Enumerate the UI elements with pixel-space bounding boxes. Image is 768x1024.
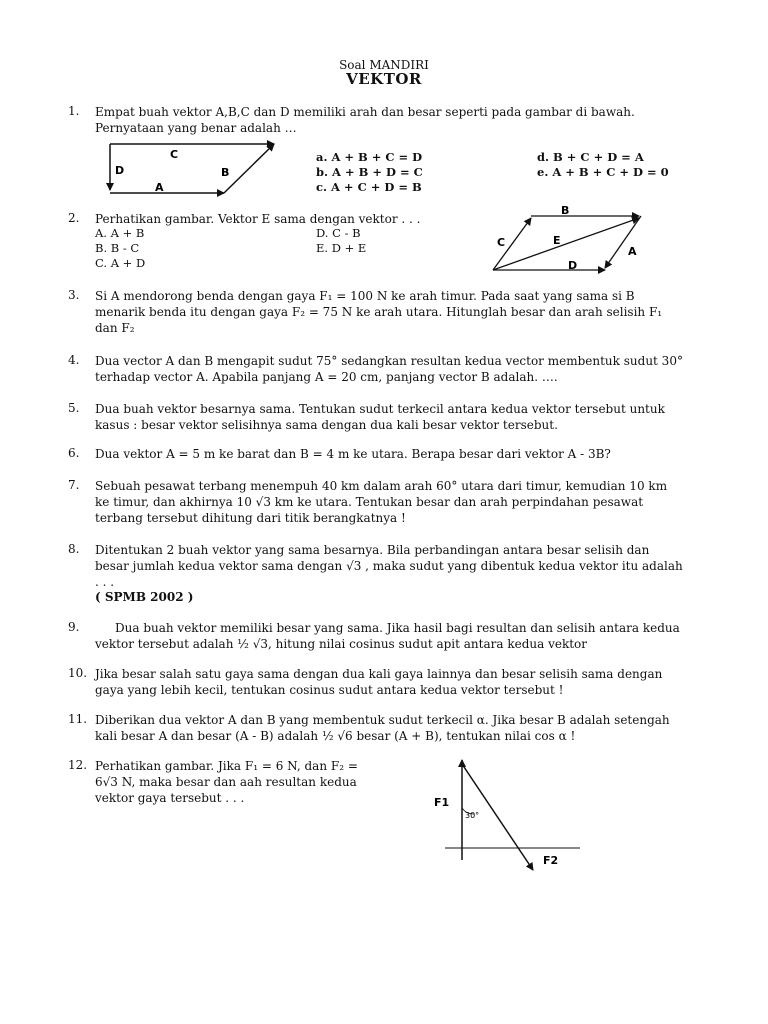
fig1-label-d: D — [115, 164, 125, 177]
question-text: Jika besar salah satu gaya sama dengan dua kali gaya lainnya dan besar selisih sama dengan gaya yang lebih kecil, tentukan cosinus sudut antara kedua vektor tersebut ! — [95, 667, 663, 697]
question-text: Si A mendorong benda dengan gaya F₁ = 100 N ke arah timur. Pada saat yang sama si B menarik benda itu dengan gaya F₂ = 75 N ke arah utara. Hitunglah besar dan arah selisih F₁ dan F₂ — [95, 289, 663, 335]
question-text: Perhatikan gambar. Jika F₁ = 6 N, dan F₂ = 6√3 N, maka besar dan aah resultan kedua vektor gaya tersebut . . . — [95, 759, 358, 805]
fig2-label-c: C — [497, 236, 506, 249]
question-number: 11. — [68, 712, 88, 726]
question-text: Ditentukan 2 buah vektor yang sama besarnya. Bila perbandingan antara besar selisih dan besar jumlah kedua vektor sama dengan √3 , maka sudut yang dibentuk kedua vektor itu adalah . . . — [95, 543, 683, 589]
q1-option-a: a. A + B + C = D — [316, 150, 423, 164]
question-number: 2. — [68, 211, 80, 225]
fig1-label-b: B — [221, 166, 230, 179]
question-number: 5. — [68, 401, 80, 415]
fig1-label-a: A — [155, 181, 164, 194]
question-text: Dua buah vektor besarnya sama. Tentukan sudut terkecil antara kedua vektor tersebut untuk kasus : besar vektor selisihnya sama dengan dua kali besar vektor tersebut. — [95, 402, 665, 432]
question-number: 12. — [68, 758, 88, 772]
question-text: Sebuah pesawat terbang menempuh 40 km dalam arah 60° utara dari timur, kemudian 10 km ke timur, dan akhirnya 10 √3 km ke utara. Tentukan besar dan arah perpindahan pesawat terbang tersebut dihitung dari titik berangkatnya ! — [95, 479, 668, 525]
question-text: Diberikan dua vektor A dan B yang membentuk sudut terkecil α. Jika besar B adalah setengah kali besar A dan besar (A - B) adalah ½ √6 besar (A + B), tentukan nilai cos α ! — [95, 713, 670, 743]
fig12-label-f1: F1 — [434, 796, 450, 809]
question-number: 6. — [68, 446, 80, 460]
vector-figure-2 — [485, 204, 655, 276]
question-text: Empat buah vektor A,B,C dan D memiliki arah dan besar seperti pada gambar di bawah. Pernyataan yang benar adalah … — [95, 105, 635, 135]
q2-option-b: B. B - C — [95, 241, 140, 255]
force-figure-12 — [425, 752, 595, 877]
q1-option-b: b. A + B + D = C — [316, 165, 423, 179]
question-number: 3. — [68, 288, 80, 302]
q8-source: ( SPMB 2002 ) — [95, 590, 194, 604]
fig2-label-a: A — [628, 245, 637, 258]
fig1-label-c: C — [170, 148, 179, 161]
question-text: Dua vektor A = 5 m ke barat dan B = 4 m ke utara. Berapa besar dari vektor A - 3B? — [95, 447, 611, 461]
q2-option-d: D. C - B — [316, 226, 361, 240]
fig12-label-f2: F2 — [543, 854, 559, 867]
question-number: 7. — [68, 478, 80, 492]
question-number: 10. — [68, 666, 88, 680]
fig12-label-angle: 30° — [465, 811, 480, 820]
q1-option-c: c. A + C + D = B — [316, 180, 422, 194]
q2-option-e: E. D + E — [316, 241, 367, 255]
question-text: Dua vector A dan B mengapit sudut 75° sedangkan resultan kedua vector membentuk sudut 30° terhadap vector A. Apabila panjang A = 20 cm, panjang vector B adalah. …. — [95, 354, 683, 384]
question-number: 8. — [68, 542, 80, 556]
doc-title: VEKTOR — [346, 70, 422, 88]
question-text: Dua buah vektor memiliki besar yang sama. Jika hasil bagi resultan dan selisih antara kedua vektor tersebut adalah ½ √3, hitung nilai cosinus sudut apit antara kedua vektor — [95, 621, 680, 651]
fig2-label-e: E — [553, 234, 561, 247]
question-number: 4. — [68, 353, 80, 367]
q1-option-d: d. B + C + D = A — [537, 150, 644, 164]
vector-figure-1 — [100, 138, 285, 198]
q1-option-e: e. A + B + C + D = 0 — [537, 165, 669, 179]
q2-option-c: C. A + D — [95, 256, 146, 270]
question-number: 1. — [68, 104, 80, 118]
q2-option-a: A. A + B — [95, 226, 145, 240]
fig2-label-d: D — [568, 259, 578, 272]
doc-subtitle: Soal MANDIRI — [339, 58, 429, 72]
question-number: 9. — [68, 620, 80, 634]
question-text: Perhatikan gambar. Vektor E sama dengan vektor . . . — [95, 212, 421, 226]
fig2-label-b: B — [561, 204, 570, 217]
